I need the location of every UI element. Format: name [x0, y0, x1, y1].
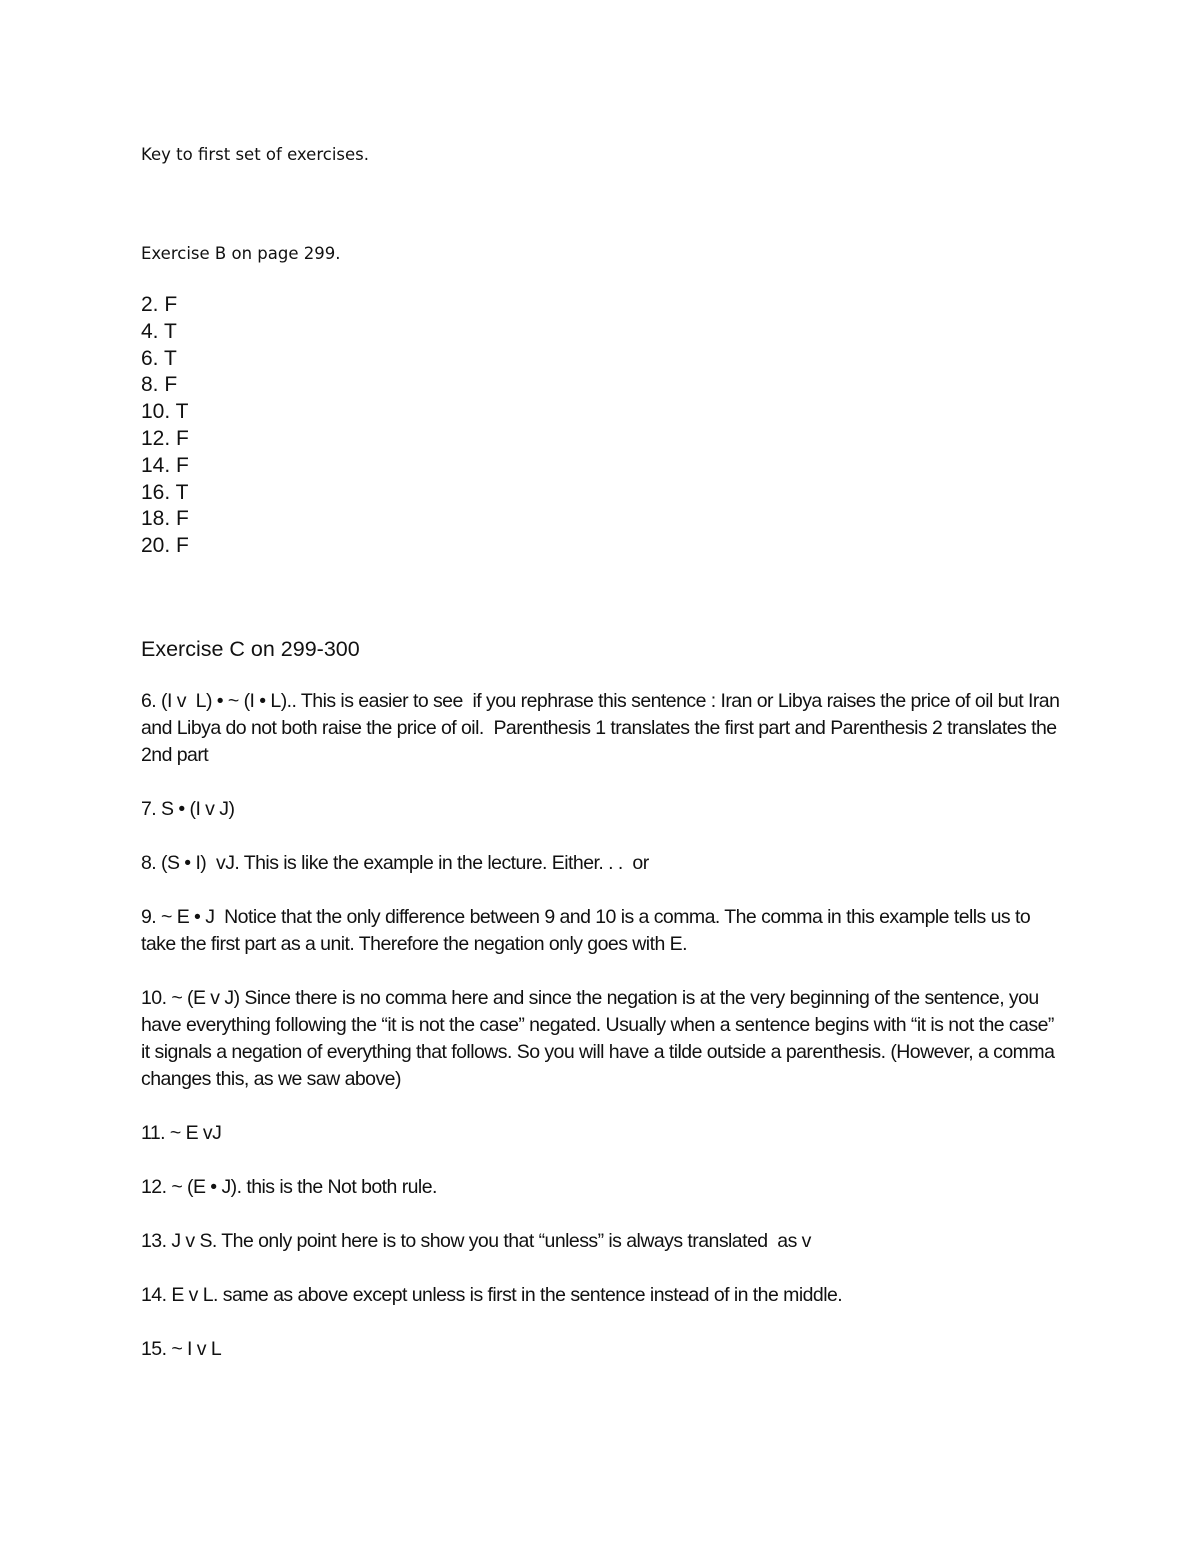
- answer-item: 12. F: [141, 426, 189, 450]
- exercise-c-heading: Exercise C on 299-300: [141, 637, 360, 661]
- exercise-c-entry-6: 6. (I v L) • ~ (I • L).. This is easier to see if you rephrase this sentence : Iran or Libya raises the price of oil but Iran and Libya do not both raise the price of oil. Parenthesis 1 translates the first part and Parenthesis 2 translates the 2nd part: [141, 690, 1065, 766]
- answer-item: 4. T: [141, 319, 177, 343]
- exercise-c-entry-7: 7. S • (I v J): [141, 798, 235, 820]
- exercise-b-heading: Exercise B on page 299.: [141, 244, 341, 263]
- answer-item: 20. F: [141, 534, 189, 558]
- answer-item: 14. F: [141, 453, 189, 477]
- answer-item: 16. T: [141, 480, 189, 504]
- exercise-c-entry-13: 13. J v S. The only point here is to show you that “unless” is always translated as v: [141, 1230, 811, 1252]
- answer-item: 2. F: [141, 293, 178, 316]
- answer-item: 18. F: [141, 507, 189, 531]
- exercise-c-entry-10: 10. ~ (E v J) Since there is no comma here and since the negation is at the very beginning of the sentence, you have everything following the “it is not the case” negated. Usually when a sentence begins with “it is not the case” it signals a negation of everything that follows. So you will have a tilde outside a parenthesis. (However, a comma changes this, as we saw above): [141, 987, 1060, 1090]
- exercise-c-entry-14: 14. E v L. same as above except unless is first in the sentence instead of in the middle.: [141, 1284, 843, 1306]
- exercise-b-answer-list: [141, 292, 189, 560]
- answer-item: 6. T: [141, 346, 177, 370]
- exercise-c-entry-15: 15. ~ I v L: [141, 1338, 222, 1360]
- answer-item: 8. F: [141, 373, 178, 397]
- document-title: Key to first set of exercises.: [141, 145, 370, 164]
- answer-item: 10. T: [141, 400, 189, 424]
- exercise-c-entry-11: 11. ~ E vJ: [141, 1122, 222, 1144]
- exercise-c-entry-8: 8. (S • I) vJ. This is like the example in the lecture. Either. . . or: [141, 852, 649, 874]
- exercise-c-entry-9: 9. ~ E • J Notice that the only difference between 9 and 10 is a comma. The comma in this example tells us to take the first part as a unit. Therefore the negation only goes with E.: [141, 906, 1036, 955]
- exercise-c-entry-12: 12. ~ (E • J). this is the Not both rule.: [141, 1176, 437, 1198]
